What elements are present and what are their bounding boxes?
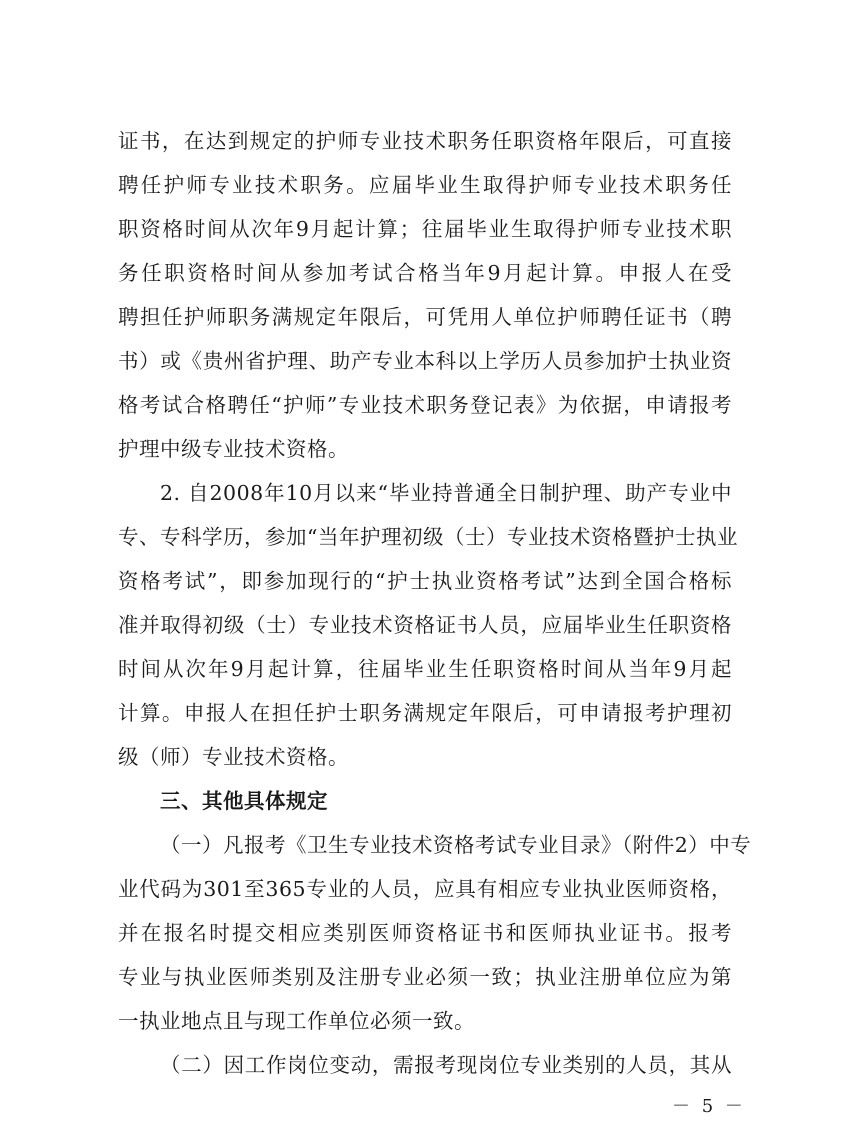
paragraph-line: 聘担任护师职务满规定年限后，可凭用人单位护师聘任证书（聘 [118,305,732,329]
paragraph-line: 护理中级专业技术资格。 [118,437,349,461]
paragraph-line: 一执业地点且与现工作单位必须一致。 [118,1009,475,1033]
paragraph-line: （一）凡报考《卫生专业技术资格考试专业目录》（附件2）中专 [160,833,752,857]
paragraph-line: 2. 自2008年10月以来“毕业持普通全日制护理、助产专业中 [160,481,732,505]
paragraph-line: 专业与执业医师类别及注册专业必须一致；执业注册单位应为第 [118,965,732,989]
paragraph-line: 格考试合格聘任“护师”专业技术职务登记表》为依据，申请报考 [118,393,732,417]
paragraph-line: 证书，在达到规定的护师专业技术职务任职资格年限后，可直接 [118,129,732,153]
page-number: － 5 － [672,1096,746,1117]
paragraph-line: 业代码为301至365专业的人员，应具有相应专业执业医师资格， [118,877,732,901]
paragraph-line: 资格考试”，即参加现行的“护士执业资格考试”达到全国合格标 [118,569,732,593]
paragraph-line: 时间从次年9月起计算，往届毕业生任职资格时间从当年9月起 [118,657,732,681]
paragraph-line: 书）或《贵州省护理、助产专业本科以上学历人员参加护士执业资 [118,349,732,373]
paragraph-line: 聘任护师专业技术职务。应届毕业生取得护师专业技术职务任 [118,173,732,197]
paragraph-line: （二）因工作岗位变动，需报考现岗位专业类别的人员，其从 [160,1053,732,1077]
paragraph-line: 并在报名时提交相应类别医师资格证书和医师执业证书。报考 [118,921,732,945]
paragraph-line: 准并取得初级（士）专业技术资格证书人员，应届毕业生任职资格 [118,613,732,637]
paragraph-line: 务任职资格时间从参加考试合格当年9月起计算。申报人在受 [118,261,732,285]
paragraph-line: 计算。申报人在担任护士职务满规定年限后，可申请报考护理初 [118,701,732,725]
paragraph-line: 职资格时间从次年9月起计算；往届毕业生取得护师专业技术职 [118,217,732,241]
section-heading: 三、其他具体规定 [160,789,328,813]
paragraph-line: 级（师）专业技术资格。 [118,745,349,769]
paragraph-line: 专、专科学历，参加“当年护理初级（士）专业技术资格暨护士执业 [118,525,738,549]
